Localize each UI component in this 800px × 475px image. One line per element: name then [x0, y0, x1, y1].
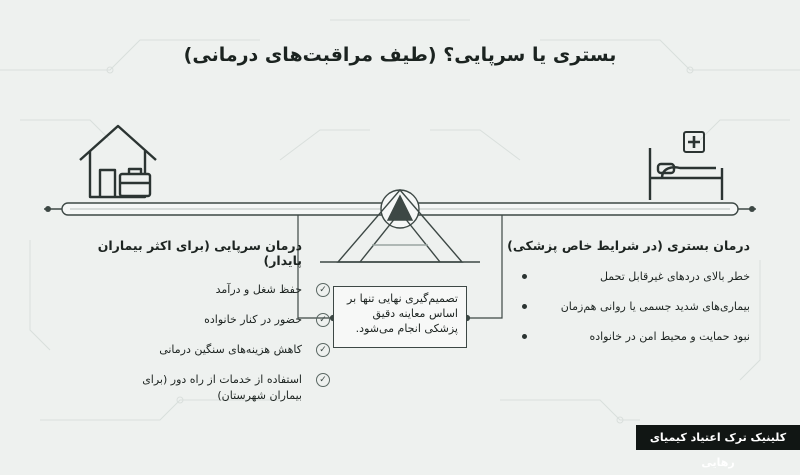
list-item	[116, 282, 327, 298]
check-icon: ✓	[316, 373, 330, 387]
outpatient-column	[72, 238, 327, 418]
list-item-text: بیماری‌های شدید جسمی یا روانی هم‌زمان	[560, 300, 750, 313]
list-item	[518, 299, 750, 315]
balance-fulcrum-icon	[320, 190, 480, 262]
list-item	[116, 372, 327, 404]
list-item	[518, 329, 750, 345]
bullet-icon	[522, 334, 527, 339]
outpatient-title: درمان سرپایی (برای اکثر بیماران پایدار)	[97, 238, 302, 268]
hospital-bed-with-cross-icon	[650, 132, 722, 200]
list-item-text: نبود حمایت و محیط امن در خانواده	[589, 330, 750, 343]
list-item-text: حفظ شغل و درآمد	[215, 283, 302, 296]
page-title: بستری یا سرپایی؟ (طیف مراقبت‌های درمانی)	[183, 44, 617, 66]
inpatient-title: درمان بستری (در شرایط خاص پزشکی)	[507, 238, 750, 253]
list-item-text: خطر بالای دردهای غیرقابل تحمل	[599, 270, 750, 283]
list-item	[116, 342, 327, 358]
list-item	[116, 312, 327, 328]
bullet-icon	[522, 304, 527, 309]
outpatient-list	[72, 282, 327, 404]
list-item	[518, 269, 750, 285]
decision-box	[333, 286, 467, 348]
list-item-text: استفاده از خدمات از راه دور (برای بیماران شهرستان)	[142, 373, 302, 402]
brand-label: کلینیک ترک اعتیاد کیمیای رهایی	[636, 425, 800, 450]
house-with-briefcase-icon	[80, 126, 156, 197]
inpatient-column	[500, 238, 750, 359]
bullet-icon	[522, 274, 527, 279]
check-icon: ✓	[316, 343, 330, 357]
decision-text: تصمیم‌گیری نهایی تنها بر اساس معاینه دقیق پزشکی انجام می‌شود.	[347, 292, 458, 335]
list-item-text: کاهش هزینه‌های سنگین درمانی	[159, 343, 302, 356]
list-item-text: حضور در کنار خانواده	[204, 313, 302, 326]
inpatient-list	[500, 269, 750, 345]
check-icon: ✓	[316, 313, 330, 327]
check-icon: ✓	[316, 283, 330, 297]
